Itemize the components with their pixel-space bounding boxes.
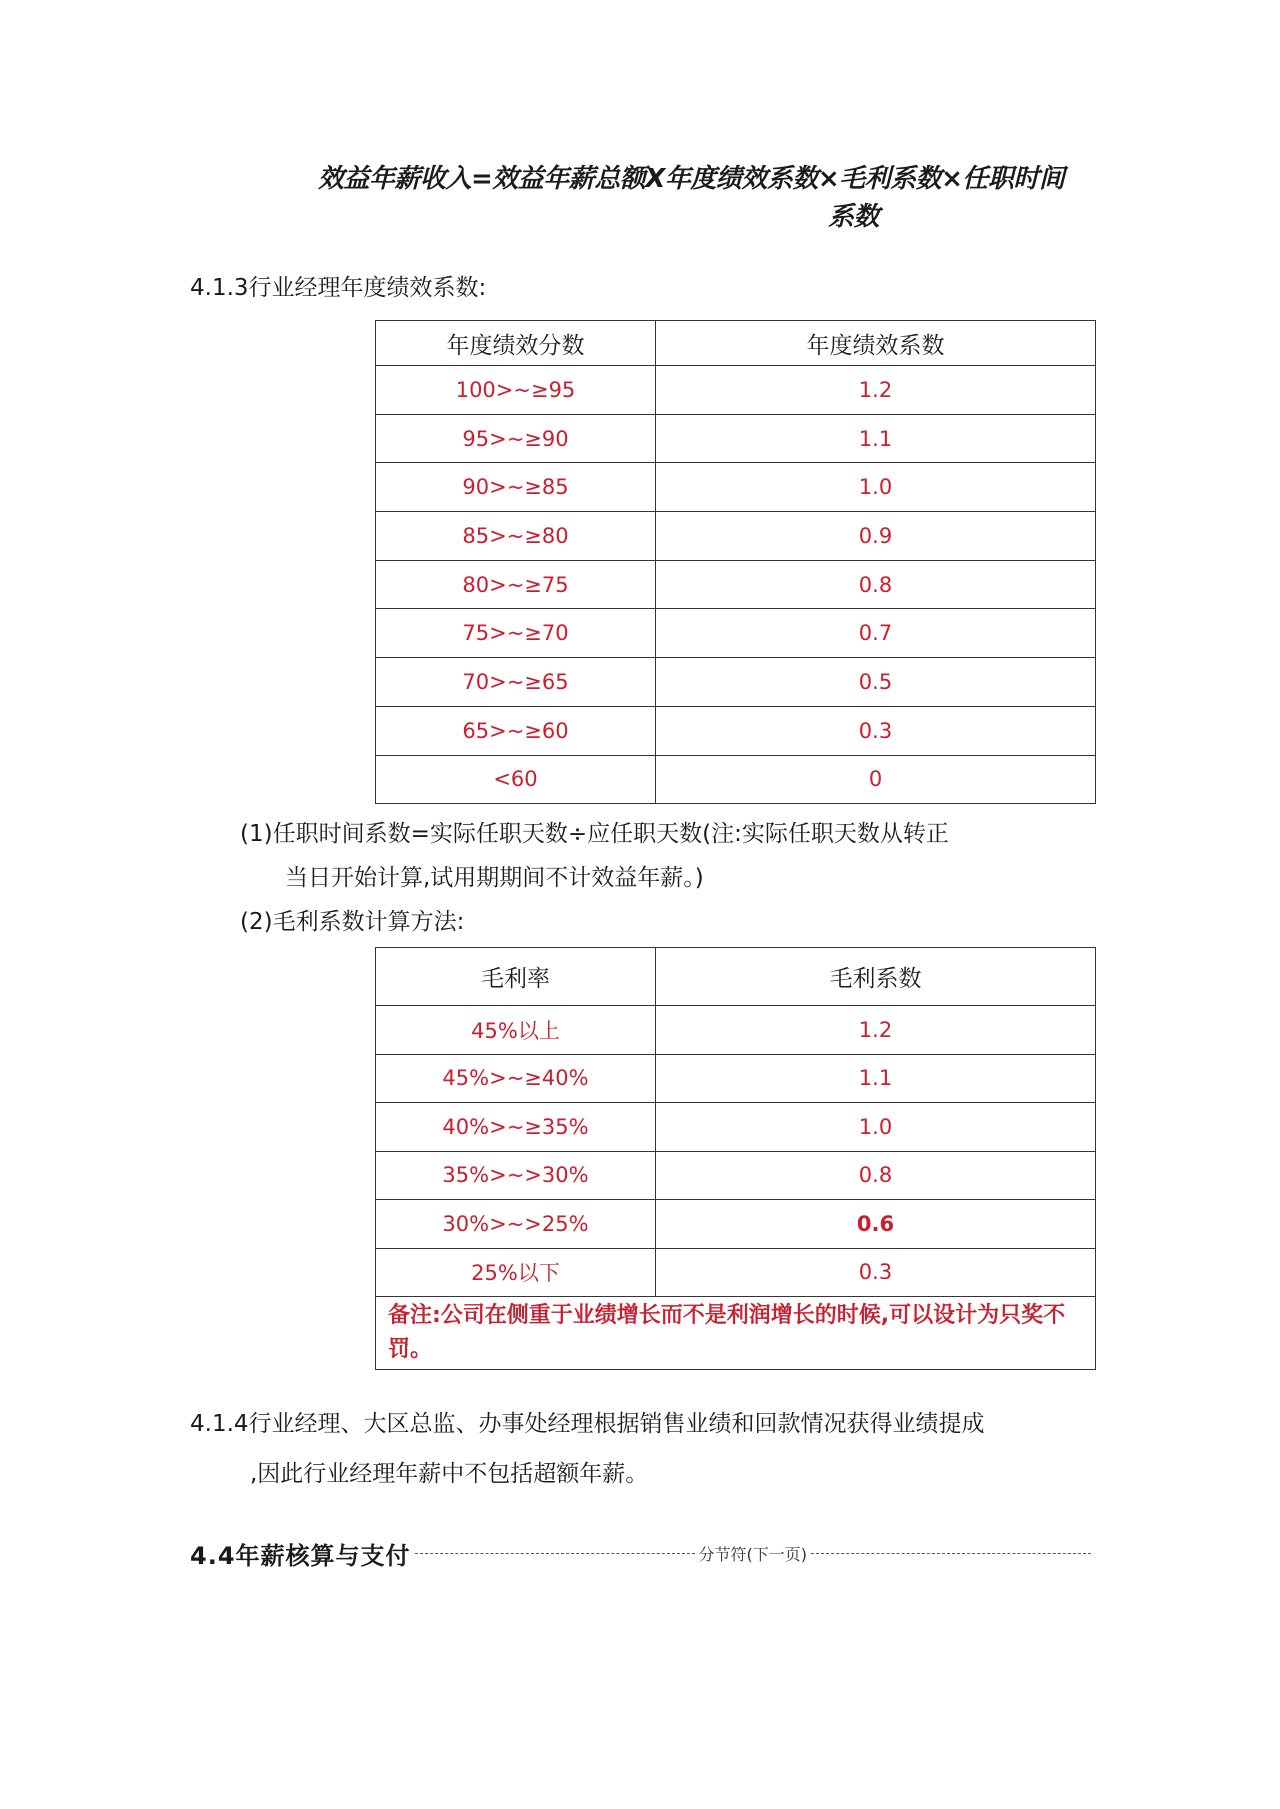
table-row: [376, 609, 1096, 658]
table-row: [376, 1151, 1096, 1200]
remark-row: [376, 1297, 1096, 1370]
coefficient-cell: 0.8: [656, 560, 1096, 609]
score-cell: 65>~≥60: [376, 706, 656, 755]
coefficient-cell: 0.7: [656, 609, 1096, 658]
score-cell: 80>~≥75: [376, 560, 656, 609]
section-break-label: 分节符(下一页): [698, 1544, 808, 1564]
section-break-dash-right: [811, 1553, 1091, 1554]
header-coefficient: 年度绩效系数: [656, 321, 1096, 366]
section-4-1-3-heading: 4.1.3行业经理年度绩效系数:: [190, 275, 487, 301]
score-cell: 90>~≥85: [376, 463, 656, 512]
coefficient-cell: 0.5: [656, 658, 1096, 707]
remark-cell: 备注:公司在侧重于业绩增长而不是利润增长的时候,可以设计为只奖不罚。: [376, 1297, 1096, 1370]
score-cell: 95>~≥90: [376, 414, 656, 463]
coefficient-cell: 1.1: [656, 1054, 1096, 1103]
coefficient-cell: 0.3: [656, 706, 1096, 755]
tenure-coefficient-note-line-2: 当日开始计算,试用期期间不计效益年薪。): [285, 865, 704, 891]
gross-margin-coefficient-table: [375, 947, 1096, 1370]
margin-cell: 35%>~>30%: [376, 1151, 656, 1200]
score-cell: 100>~≥95: [376, 366, 656, 415]
section-4-4-heading-row: [190, 1533, 1095, 1573]
formula-line-2: 系数: [828, 202, 880, 232]
coefficient-cell: 1.0: [656, 463, 1096, 512]
score-cell: 70>~≥65: [376, 658, 656, 707]
table-row: [376, 1248, 1096, 1297]
margin-cell: 30%>~>25%: [376, 1200, 656, 1249]
coefficient-cell: 1.2: [656, 366, 1096, 415]
table-row: [376, 560, 1096, 609]
margin-cell: 45%以上: [376, 1006, 656, 1055]
table-row: [376, 366, 1096, 415]
table-row: [376, 463, 1096, 512]
coefficient-cell: 0: [656, 755, 1096, 804]
formula-line-1: 效益年薪收入=效益年薪总额X年度绩效系数×毛利系数×任职时间: [318, 164, 1065, 194]
section-4-4-title: 4.4年薪核算与支付: [190, 1541, 411, 1570]
coefficient-cell: 1.2: [656, 1006, 1096, 1055]
score-cell: 75>~≥70: [376, 609, 656, 658]
coefficient-cell: 0.3: [656, 1248, 1096, 1297]
table-row: [376, 1054, 1096, 1103]
header-score: 年度绩效分数: [376, 321, 656, 366]
table-row: [376, 512, 1096, 561]
table-row: [376, 706, 1096, 755]
performance-coefficient-table: [375, 320, 1096, 804]
margin-cell: 45%>~≥40%: [376, 1054, 656, 1103]
tenure-coefficient-note-line-1: (1)任职时间系数=实际任职天数÷应任职天数(注:实际任职天数从转正: [240, 821, 949, 847]
coefficient-cell: 0.9: [656, 512, 1096, 561]
section-break-dash-left: [415, 1553, 695, 1554]
coefficient-cell: 1.1: [656, 414, 1096, 463]
score-cell: 85>~≥80: [376, 512, 656, 561]
gross-margin-method-heading: (2)毛利系数计算方法:: [240, 909, 465, 935]
table-row: [376, 414, 1096, 463]
header-gross-margin: 毛利率: [376, 948, 656, 1006]
margin-cell: 25%以下: [376, 1248, 656, 1297]
header-gm-coefficient: 毛利系数: [656, 948, 1096, 1006]
table-header-row: [376, 948, 1096, 1006]
coefficient-cell: 0.6: [656, 1200, 1096, 1249]
table-row: [376, 755, 1096, 804]
score-cell: <60: [376, 755, 656, 804]
table-row: [376, 1006, 1096, 1055]
table-row: [376, 658, 1096, 707]
table-header-row: [376, 321, 1096, 366]
coefficient-cell: 1.0: [656, 1103, 1096, 1152]
section-4-1-4-line-1: 4.1.4行业经理、大区总监、办事处经理根据销售业绩和回款情况获得业绩提成: [190, 1411, 985, 1437]
table-row: [376, 1200, 1096, 1249]
section-4-1-4-line-2: ,因此行业经理年薪中不包括超额年薪。: [250, 1461, 649, 1487]
salary-formula: [318, 160, 1078, 236]
margin-cell: 40%>~≥35%: [376, 1103, 656, 1152]
coefficient-cell: 0.8: [656, 1151, 1096, 1200]
table-row: [376, 1103, 1096, 1152]
